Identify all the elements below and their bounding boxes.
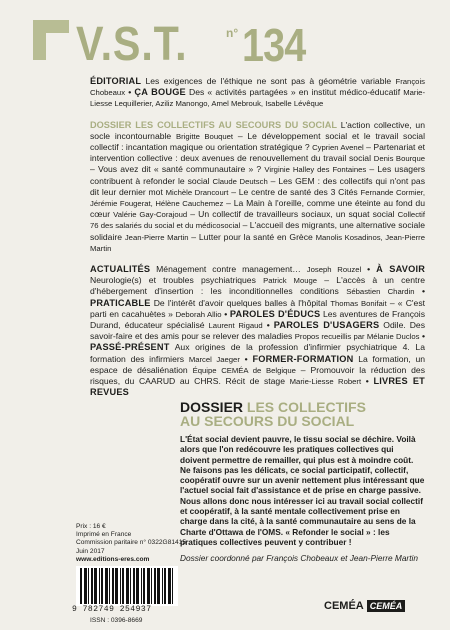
dossier-item-author: Claude Deutsch [212,176,268,186]
dossier-item-title: – Les GEM : des collectifs qui n'ont pas dit leur dernier mot [90,175,426,197]
publication-date: Juin 2017 [76,547,105,555]
barcode-bar [91,568,93,604]
dossier-item-title: – L'accueil des migrants, une alternative sociale solidaire [90,220,425,242]
rubrique-item-author: Propos recueillis par Mélanie Duclos [294,332,420,342]
barcode-bar [120,568,121,604]
issue-number: 134 [242,19,306,71]
journal-title: V.S.T. [76,18,188,71]
rubrique-item-author: Deborah Allio [175,309,222,319]
barcode-bar [151,568,152,604]
dossier-item-title: L'action collective, un socle incontournable [90,119,425,141]
dossier-coordination: Dossier coordonné par François Chobeaux et Jean-Pierre Martin [180,553,418,564]
rubrique-item-title: La formation, un espace de désaliénation [90,353,426,375]
rubrique-label: À SAVOIR [376,264,426,275]
bullet: • [422,286,426,297]
dossier-item-title: – Les usagers contribuent à refonder le social [90,164,426,186]
rubrique-item-author: Marie-Liesse Robert [289,377,362,387]
rubrique-label: PRATICABLE [90,297,151,308]
barcode-bar [84,568,87,604]
dossier-item-author: Denis Bourque [373,154,426,164]
masthead-bracket-stem [33,20,46,60]
bullet: • [365,376,369,387]
barcode-bar [109,568,110,604]
dossier-item-author: Michèle Drancourt [165,187,229,197]
barcode-bar [136,568,139,604]
rubrique-item-title: Neurologie(s) et troubles psychiatriques [90,275,256,286]
publisher-name: CEMÉA [324,600,364,612]
dossier-item-author: Virginie Halley des Fontaines [264,165,367,175]
rubrique-item-author: Marcel Jaeger [188,354,240,364]
publisher-logo: CEMÉA [367,600,406,612]
ca-bouge-text: Des « activités partagées » en institut médico-éducatif [189,87,401,98]
rubrique-label: ACTUALITÉS [90,264,151,275]
contents-summary [90,76,425,408]
rubrique-item-title: Odile. Des savoir-faire et des amis pour se relever des maladies [90,320,426,342]
dossier-item-title: – Lutter pour la santé en Grèce [191,231,313,242]
dossier-item-author: Collectif 76 des salariés du social et du médicosocial [90,210,426,231]
bullet: • [367,264,371,275]
dossier-item-title: – Vous avez dit « santé communautaire » ? [90,164,262,175]
barcode-bar [94,568,97,604]
rubrique-item-author: Laurent Rigaud [208,321,263,331]
rubrique-item-author: Patrick Mouge [263,276,318,286]
barcode-bar [168,568,171,604]
dossier-item-author: Jean-Pierre Martin [124,232,189,242]
dossier-heading-word: DOSSIER [180,399,244,415]
barcode-bar [143,568,145,604]
barcode-bar [147,568,150,604]
barcode-bar [126,568,129,604]
dossier-items [90,120,425,253]
price: Prix : 16 € [76,523,106,530]
barcode-digits: 9 782749 254937 [72,605,152,614]
rubrique-item-author: Équipe CEMÉA de Belgique [192,365,296,375]
dossier-item-author: Fernande Cormier, Jérémie Fougerat, Hélène Cauchemez [90,187,426,209]
barcode-bar [99,568,100,604]
rubrique-label: PASSÉ-PRÉSENT [90,342,170,353]
rubrique-item-title: Ménagement contre management… [156,264,301,275]
dossier-item-title: – Un collectif de travailleurs sociaux, un squat social [190,209,395,220]
issue-label: n° [226,26,239,40]
rubrique-label: LIVRES ET REVUES [90,376,425,398]
bullet: • [244,353,248,364]
commission: Commission paritaire n° 0322G81415 [76,539,187,547]
barcode-bar [105,568,108,604]
publisher [324,600,405,612]
barcode-bar [88,568,89,604]
bullet: • [128,87,132,98]
dossier-heading-title: LES COLLECTIFS [246,399,366,415]
barcode-bar [122,568,124,604]
barcode-bar [133,568,135,604]
editorial-text: Les exigences de l'éthique ne sont pas à géométrie variable [145,76,392,86]
rubrique-item-title: Les aventures de François Durand, éducateur spécialisé [90,308,426,331]
rubrique-item-author: Thomas Bonifait [330,298,387,308]
rubriques-items [90,264,425,397]
bullet: • [421,331,425,342]
rubrique-item-title: Aux origines de la profession d'infirmier psychiatrique 4. La formation des infirmiers [90,342,425,364]
dossier-item-title: – La Main à l'oreille, comme une éteinte au fond du cœur [90,198,425,220]
barcode-bar [112,568,114,604]
bullet: • [224,308,228,319]
rubrique-item-title: De l'intérêt d'avoir quelques balles à l'hôpital [153,297,328,308]
rubrique-item-title: – « C'est parti en cacahuètes » [90,297,426,319]
editorial-section [90,76,425,110]
issn: ISSN : 0396-8669 [90,617,143,624]
dossier-summary [90,120,425,254]
editorial-author: François Chobeaux [90,77,425,98]
website-link[interactable]: www.editions-eres.com [76,555,150,563]
dossier-heading [180,400,425,428]
publication-info [76,523,186,564]
dossier-item-title: – Le centre de santé des 3 Cités [231,186,358,197]
rubriques-section [90,264,425,398]
barcode-bar [154,568,156,604]
barcode-bar [115,568,118,604]
ca-bouge-label: ÇA BOUGE [134,87,186,98]
rubrique-item-author: Sébastien Chardin [346,287,415,297]
dossier-heading-subtitle: AU SECOURS DU SOCIAL [180,413,355,429]
barcode-bar [141,568,142,604]
dossier-item-author: Cyprien Avenel [312,143,364,153]
printed-in: Imprimé en France [76,531,132,539]
dossier-text: L'État social devient pauvre, le tissu social se déchire. Voilà alors que l'on redécouvre les pratiques collectives qui doivent permettre de remailler, qui plus est à moindre coût. Ne faisons pas les délicats, ce social participatif, collectif, coopératif ouvre sur un avenir nettement plus intéressant que l'actuel social fait d'assistance et de prise en charge passive. Nous allons donc nous intéresser ici au travail social collectif et coopératif, à la santé mentale collectivement prise en charge dans la cité, à la santé communautaire au sens de la Charte d'Ottawa de l'OMS. « Refonder le social » : les pratiques collectives peuvent y contribuer ! [180,434,425,547]
barcode-bar [172,568,173,604]
barcode [76,566,178,606]
barcode-bar [164,568,166,604]
barcode-bar [162,568,163,604]
barcode-graphic [76,566,178,606]
rubrique-item-title: – Promouvoir la réduction des risques, du CAARUD au CHRS. Récit de stage [90,364,426,387]
dossier-item-author: Manolis Kosadinos, Jean-Pierre Martin [90,232,425,253]
barcode-bar [130,568,131,604]
dossier-heading-line-1 [180,400,425,414]
rubrique-item-author: Joseph Rouzel [306,265,362,275]
masthead [76,18,306,71]
dossier-item-author: Brigitte Bouquet [175,131,234,141]
dossier-label: DOSSIER LES COLLECTIFS AU SECOURS DU SOCIAL [90,119,337,130]
rubrique-label: PAROLES D'ÉDUCS [229,308,321,319]
editorial-label: ÉDITORIAL [90,76,142,86]
barcode-bar [80,568,82,604]
rubrique-label: PAROLES D'USAGERS [273,320,380,331]
dossier-block [180,400,425,564]
bullet: • [266,320,270,331]
barcode-bar [101,568,103,604]
dossier-item-title: – Le développement social et le travail social collectif : incantation magique ou orientation stratégique ? [90,130,425,153]
dossier-item-author: Valérie Gay-Corajoud [113,210,188,220]
barcode-bar [157,568,160,604]
ca-bouge-authors: Marie-Liesse Lequillerier, Aziliz Manongo, Amel Mebrouk, Isabelle Lévêque [90,88,426,109]
rubrique-label: FORMER-FORMATION [252,353,354,364]
dossier-item-title: – Partenariat et intervention collective : deux avenues de renouvellement du travail social [90,142,425,164]
rubrique-item-title: – L'accès à un centre d'hébergement d'insertion : les inconditionnelles conditions [90,275,426,297]
